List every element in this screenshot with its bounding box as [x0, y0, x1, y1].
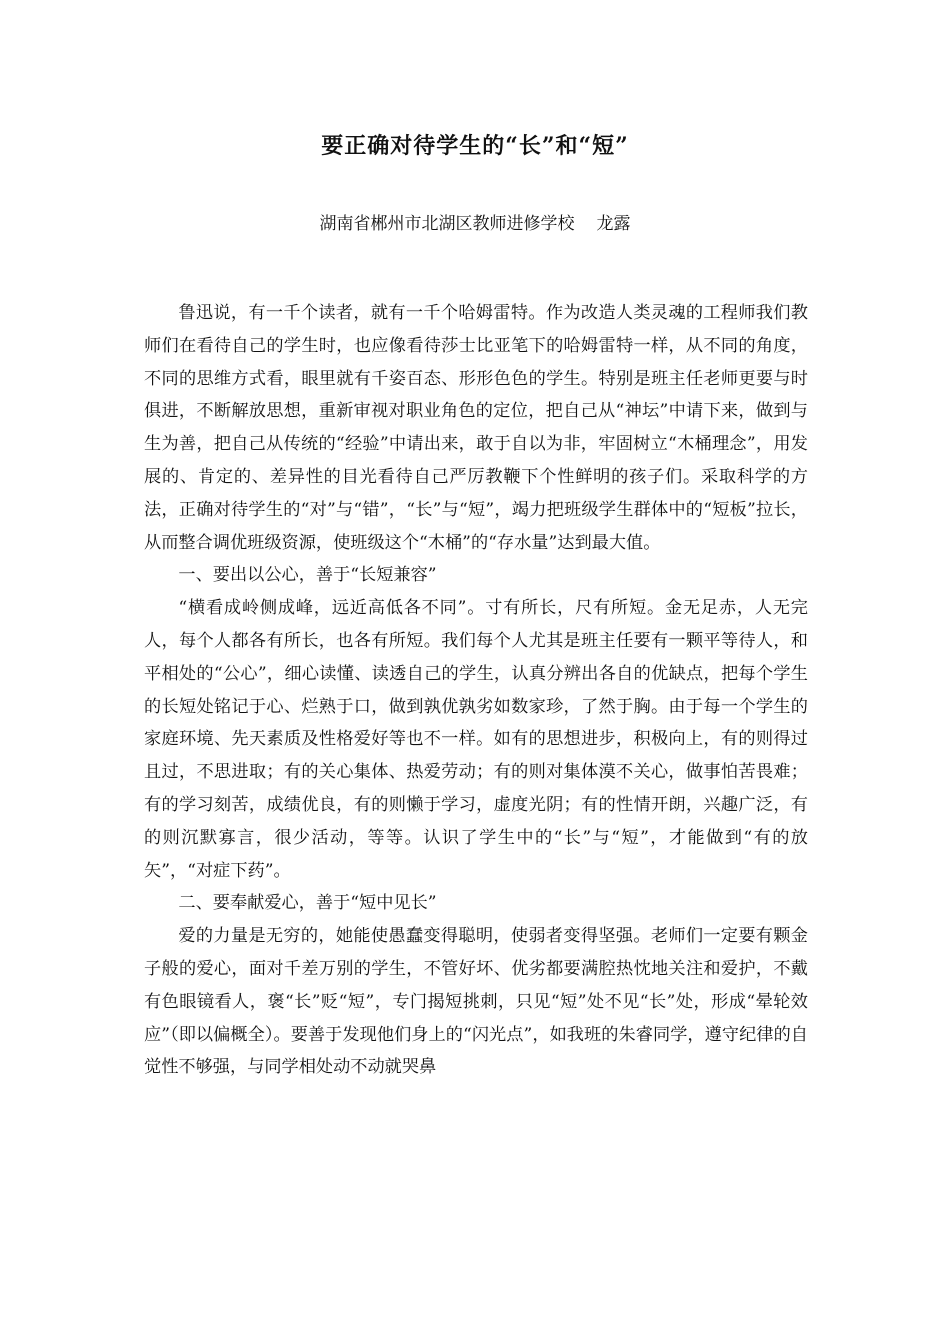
paragraph-section-1: “横看成岭侧成峰，远近高低各不同”。寸有所长，尺有所短。金无足赤，人无完人，每个人都各有所长，也各有所短。我们每个人尤其是班主任要有一颗平等待人，和平相处的“公心”，细心读懂、读透自己的学生，认真分辨出各自的优缺点，把每个学生的长短处铭记于心、烂熟于口，做到孰优孰劣如数家珍，了然于胸。由于每一个学生的家庭环境、先天素质及性格爱好等也不一样。如有的思想进步，积极向上，有的则得过且过，不思进取；有的关心集体、热爱劳动；有的则对集体漠不关心，做事怕苦畏难；有的学习刻苦，成绩优良，有的则懒于学习，虚度光阴；有的性情开朗，兴趣广泛，有的则沉默寡言，很少活动，等等。认识了学生中的“长”与“短”，才能做到“有的放矢”，“对症下药”。	[144, 598, 808, 881]
document-body	[144, 297, 808, 1084]
paragraph-intro: 鲁迅说，有一千个读者，就有一千个哈姆雷特。作为改造人类灵魂的工程师我们教师们在看待自己的学生时，也应像看待莎士比亚笔下的哈姆雷特一样，从不同的角度，不同的思维方式看，眼里就有千姿百态、形形色色的学生。特别是班主任老师更要与时俱进，不断解放思想，重新审视对职业角色的定位，把自己从“神坛”中请下来，做到与生为善，把自己从传统的“经验”中请出来，敢于自以为非，牢固树立“木桶理念”，用发展的、肯定的、差异性的目光看待自己严厉教鞭下个性鲜明的孩子们。采取科学的方法，正确对待学生的“对”与“错”，“长”与“短”，竭力把班级学生群体中的“短板”拉长，从而整合调优班级资源，使班级这个“木桶”的“存水量”达到最大值。	[144, 303, 808, 553]
author-line	[0, 210, 950, 238]
author-name: 龙露	[596, 214, 631, 234]
paragraph-section-2: 爱的力量是无穷的，她能使愚蠢变得聪明，使弱者变得坚强。老师们一定要有颗金子般的爱心，面对千差万别的学生，不管好坏、优劣都要满腔热忱地关注和爱护，不戴有色眼镜看人，褒“长”贬“短”，专门揭短挑刺，只见“短”处不见“长”处，形成“晕轮效应”（即以偏概全）。要善于发现他们身上的“闪光点”，如我班的朱睿同学，遵守纪律的自觉性不够强，与同学相处动不动就哭鼻	[144, 926, 808, 1078]
document-title: 要正确对待学生的“长”和“短”	[321, 133, 629, 159]
section-heading-2: 二、要奉献爱心，善于“短中见长”	[178, 893, 437, 914]
author-organization: 湖南省郴州市北湖区教师进修学校	[319, 214, 575, 234]
section-heading-1: 一、要出以公心，善于“长短兼容”	[178, 565, 437, 586]
